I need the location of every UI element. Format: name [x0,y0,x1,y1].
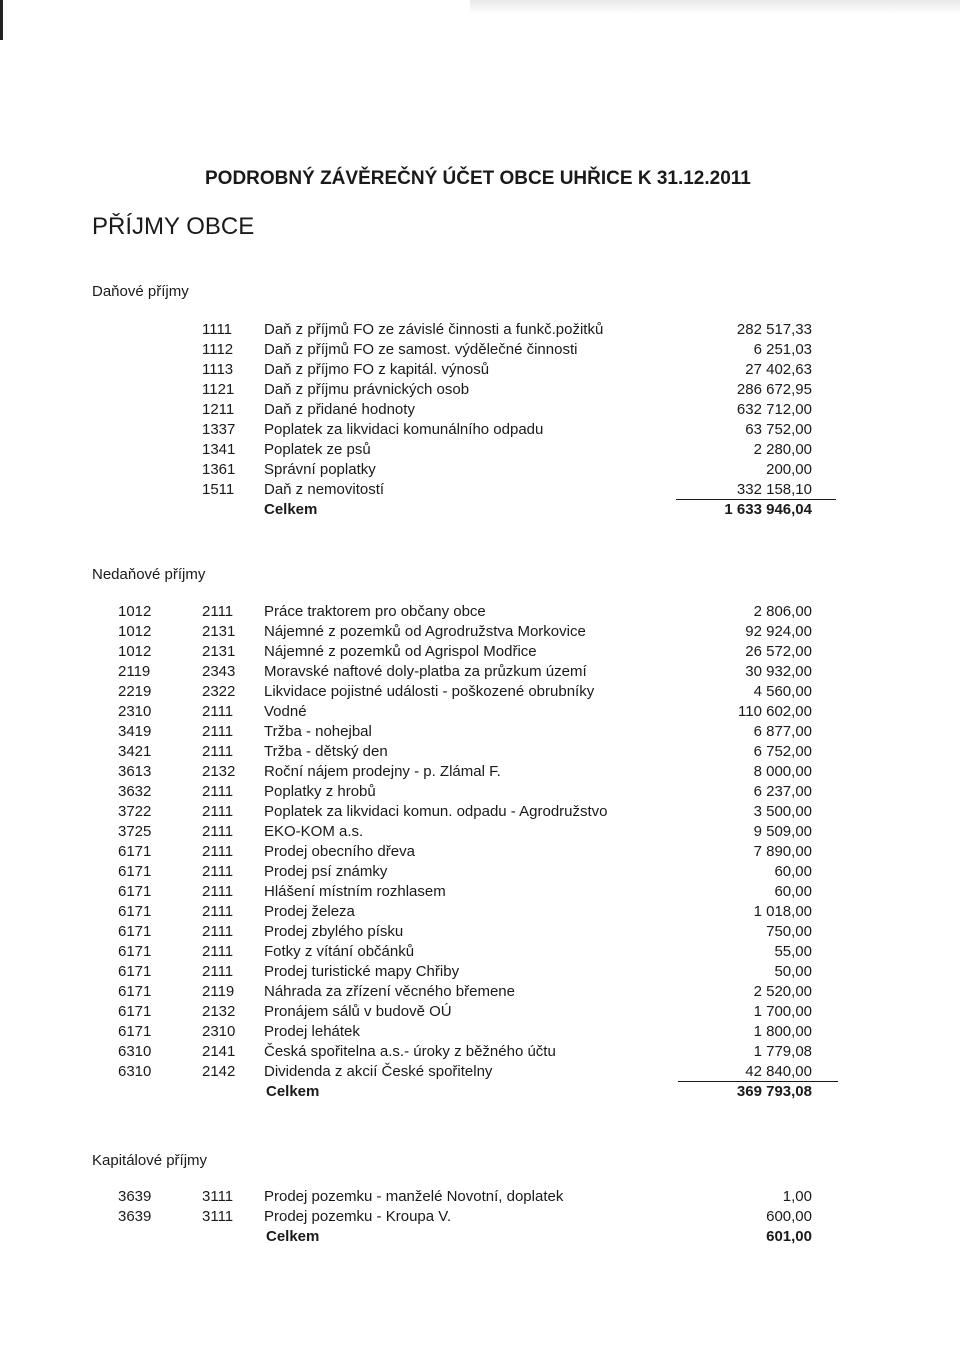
table-row [0,903,960,923]
table-row [0,441,960,461]
polozka-code: 2111 [202,963,234,980]
total-label: Celkem [266,1228,320,1245]
nedanove-table [0,603,960,1105]
kapitalove-table [0,1188,960,1250]
paragraf-code: 6171 [118,963,152,980]
polozka-code: 2111 [202,883,234,900]
polozka-code: 1337 [202,421,236,438]
paragraf-code: 3639 [118,1208,152,1225]
row-description: Roční nájem prodejny - p. Zlámal F. [264,763,501,780]
row-amount: 200,00 [766,461,812,478]
table-row [0,643,960,663]
paragraf-code: 3419 [118,723,152,740]
paragraf-code: 1012 [118,643,152,660]
total-row [0,501,960,523]
row-amount: 4 560,00 [753,683,812,700]
total-amount: 601,00 [766,1228,812,1245]
row-description: Poplatek za likvidaci komunálního odpadu [264,421,544,438]
row-amount: 8 000,00 [753,763,812,780]
table-row [0,1023,960,1043]
row-description: Poplatek za likvidaci komun. odpadu - Agrodružstvo [264,803,608,820]
polozka-code: 2119 [202,983,235,1000]
row-description: Náhrada za zřízení věcného břemene [264,983,515,1000]
row-description: Daň z nemovitostí [264,481,385,498]
row-amount: 42 840,00 [745,1063,812,1080]
table-row [0,783,960,803]
polozka-code: 1341 [202,441,236,458]
paragraf-code: 6171 [118,863,152,880]
table-row [0,321,960,341]
row-description: Poplatek ze psů [264,441,371,458]
danove-table [0,321,960,523]
scan-shadow [470,0,960,14]
paragraf-code: 3421 [118,743,152,760]
section-heading-kapitalove: Kapitálové příjmy [92,1152,208,1169]
row-description: EKO-KOM a.s. [264,823,364,840]
row-description: Pronájem sálů v budově OÚ [264,1003,452,1020]
polozka-code: 2131 [202,623,236,640]
polozka-code: 2111 [202,603,234,620]
row-description: Daň z přidané hodnoty [264,401,415,418]
sum-underline [676,499,836,500]
table-row [0,461,960,481]
table-row [0,723,960,743]
row-description: Daň z příjmu právnických osob [264,381,470,398]
polozka-code: 2111 [202,923,234,940]
paragraf-code: 6171 [118,943,152,960]
paragraf-code: 6171 [118,983,152,1000]
polozka-code: 2111 [202,823,234,840]
row-description: Správní poplatky [264,461,376,478]
row-amount: 55,00 [774,943,812,960]
table-row [0,863,960,883]
table-row [0,623,960,643]
row-amount: 30 932,00 [745,663,812,680]
row-amount: 9 509,00 [753,823,812,840]
paragraf-code: 6171 [118,923,152,940]
paragraf-code: 6310 [118,1063,152,1080]
row-description: Likvidace pojistné události - poškozené obrubníky [264,683,595,700]
row-amount: 2 280,00 [753,441,812,458]
paragraf-code: 6171 [118,1023,152,1040]
row-description: Prodej turistické mapy Chřiby [264,963,460,980]
polozka-code: 2141 [202,1043,236,1060]
polozka-code: 2111 [202,703,234,720]
table-row [0,843,960,863]
polozka-code: 1112 [202,341,234,358]
main-section-heading: PŘÍJMY OBCE [92,213,255,240]
row-description: Prodej psí známky [264,863,388,880]
row-amount: 6 237,00 [753,783,812,800]
row-amount: 3 500,00 [753,803,812,820]
section-heading-nedanove: Nedaňové příjmy [92,566,206,583]
polozka-code: 2111 [202,843,234,860]
total-row [0,1083,960,1105]
polozka-code: 3111 [202,1208,234,1225]
section-heading-danove: Daňové příjmy [92,283,189,300]
row-description: Tržba - nohejbal [264,723,372,740]
row-amount: 600,00 [766,1208,812,1225]
row-amount: 332 158,10 [736,481,812,498]
row-amount: 1 018,00 [753,903,812,920]
polozka-code: 1511 [202,481,235,498]
row-description: Prodej železa [264,903,355,920]
table-row [0,763,960,783]
total-label: Celkem [266,1083,320,1100]
polozka-code: 2111 [202,863,234,880]
sum-underline [678,1081,838,1082]
table-row [0,743,960,763]
row-description: Daň z příjmů FO ze závislé činnosti a funkč.požitků [264,321,604,338]
row-amount: 50,00 [774,963,812,980]
row-description: Fotky z vítání občánků [264,943,415,960]
polozka-code: 1361 [202,461,236,478]
paragraf-code: 2119 [118,663,151,680]
polozka-code: 2111 [202,743,234,760]
row-description: Moravské naftové doly-platba za průzkum území [264,663,587,680]
row-amount: 7 890,00 [753,843,812,860]
table-row [0,823,960,843]
row-amount: 1 779,08 [753,1043,812,1060]
paragraf-code: 3725 [118,823,152,840]
table-row [0,381,960,401]
row-description: Prodej zbylého písku [264,923,404,940]
row-description: Prodej obecního dřeva [264,843,415,860]
row-description: Prodej pozemku - manželé Novotní, doplatek [264,1188,564,1205]
row-description: Poplatky z hrobů [264,783,376,800]
row-description: Prodej pozemku - Kroupa V. [264,1208,452,1225]
row-description: Dividenda z akcií České spořitelny [264,1063,493,1080]
row-description: Nájemné z pozemků od Agrodružstva Morkovice [264,623,586,640]
paragraf-code: 2219 [118,683,152,700]
row-amount: 60,00 [774,863,812,880]
polozka-code: 2132 [202,1003,236,1020]
paragraf-code: 3613 [118,763,152,780]
row-description: Nájemné z pozemků od Agrispol Modřice [264,643,537,660]
polozka-code: 2343 [202,663,236,680]
table-row [0,1208,960,1228]
polozka-code: 2111 [202,783,234,800]
table-row [0,401,960,421]
row-amount: 63 752,00 [745,421,812,438]
table-row [0,1063,960,1083]
table-row [0,883,960,903]
row-amount: 1 800,00 [753,1023,812,1040]
table-row [0,703,960,723]
row-amount: 1 700,00 [753,1003,812,1020]
paragraf-code: 3639 [118,1188,152,1205]
row-amount: 26 572,00 [745,643,812,660]
polozka-code: 1111 [202,321,233,338]
polozka-code: 2132 [202,763,236,780]
row-amount: 1,00 [782,1188,812,1205]
polozka-code: 2131 [202,643,236,660]
table-row [0,421,960,441]
row-amount: 6 752,00 [753,743,812,760]
paragraf-code: 1012 [118,603,152,620]
paragraf-code: 6171 [118,1003,152,1020]
paragraf-code: 3632 [118,783,152,800]
table-row [0,923,960,943]
table-row [0,943,960,963]
polozka-code: 1121 [202,381,235,398]
polozka-code: 3111 [202,1188,234,1205]
polozka-code: 1113 [202,361,234,378]
paragraf-code: 6171 [118,903,152,920]
paragraf-code: 6171 [118,843,152,860]
row-amount: 110 602,00 [738,703,812,720]
row-amount: 2 520,00 [753,983,812,1000]
row-amount: 750,00 [766,923,812,940]
row-amount: 6 251,03 [753,341,812,358]
table-row [0,361,960,381]
row-description: Daň z příjmo FO z kapitál. výnosů [264,361,490,378]
paragraf-code: 1012 [118,623,152,640]
table-row [0,983,960,1003]
polozka-code: 2142 [202,1063,236,1080]
total-amount: 369 793,08 [736,1083,812,1100]
row-amount: 632 712,00 [736,401,812,418]
paragraf-code: 2310 [118,703,152,720]
row-description: Hlášení místním rozhlasem [264,883,446,900]
table-row [0,1043,960,1063]
row-description: Prodej lehátek [264,1023,360,1040]
polozka-code: 1211 [202,401,235,418]
total-amount: 1 633 946,04 [724,501,812,518]
row-description: Vodné [264,703,307,720]
row-amount: 282 517,33 [736,321,812,338]
table-row [0,803,960,823]
row-description: Tržba - dětský den [264,743,388,760]
total-label: Celkem [264,501,318,518]
paragraf-code: 6171 [118,883,152,900]
row-description: Daň z příjmů FO ze samost. výdělečné činnosti [264,341,578,358]
table-row [0,341,960,361]
row-amount: 286 672,95 [736,381,812,398]
row-amount: 27 402,63 [745,361,812,378]
paragraf-code: 3722 [118,803,152,820]
table-row [0,963,960,983]
row-amount: 2 806,00 [753,603,812,620]
total-row [0,1228,960,1250]
table-row [0,1003,960,1023]
row-description: Práce traktorem pro občany obce [264,603,486,620]
row-amount: 60,00 [774,883,812,900]
table-row [0,603,960,623]
table-row [0,683,960,703]
row-description: Česká spořitelna a.s.- úroky z běžného účtu [264,1043,556,1060]
scan-edge [0,0,3,40]
row-amount: 6 877,00 [753,723,812,740]
table-row [0,481,960,501]
page-title: PODROBNÝ ZÁVĚREČNÝ ÚČET OBCE UHŘICE K 31.12.2011 [205,168,751,189]
polozka-code: 2111 [202,803,234,820]
row-amount: 92 924,00 [745,623,812,640]
table-row [0,663,960,683]
polozka-code: 2310 [202,1023,236,1040]
polozka-code: 2111 [202,723,234,740]
paragraf-code: 6310 [118,1043,152,1060]
polozka-code: 2322 [202,683,236,700]
table-row [0,1188,960,1208]
polozka-code: 2111 [202,903,234,920]
polozka-code: 2111 [202,943,234,960]
